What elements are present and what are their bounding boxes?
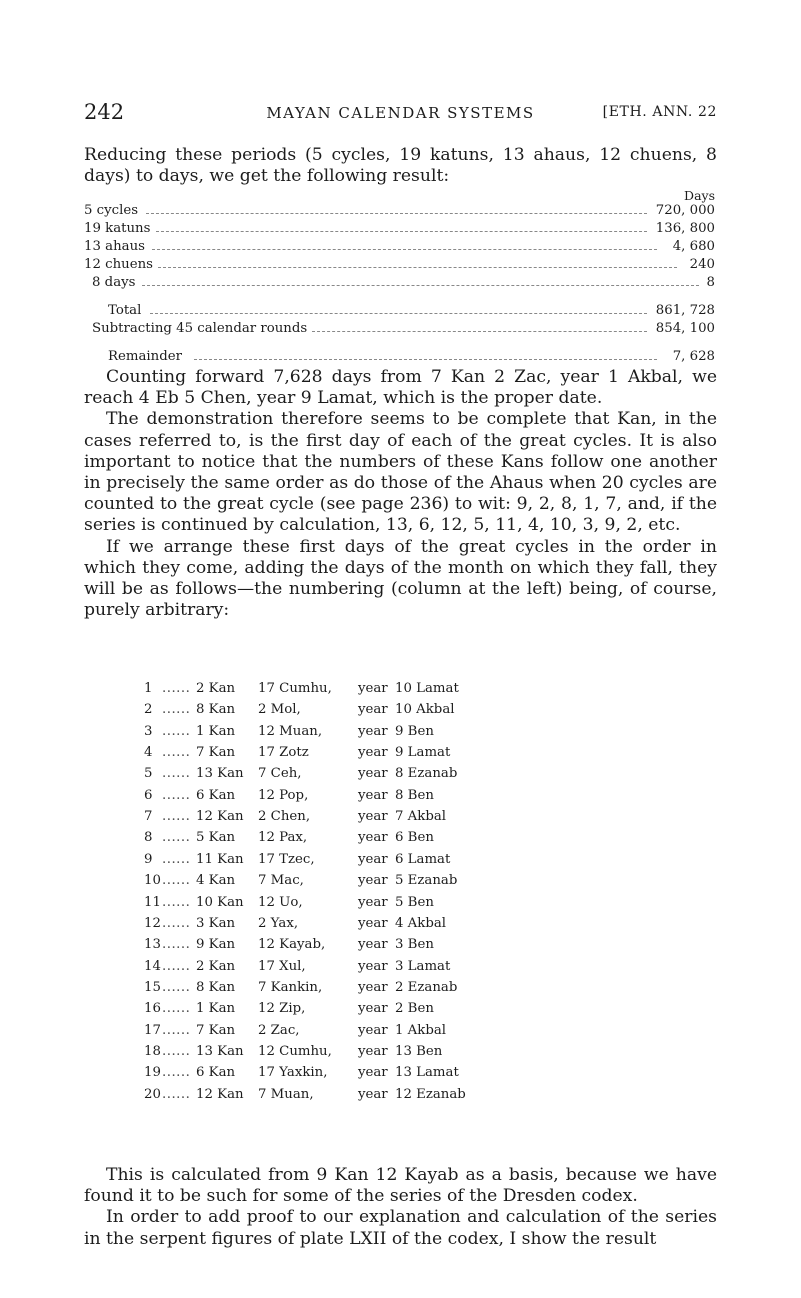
year-bearer: 8 Ezanab: [395, 766, 458, 782]
paragraph-basis: This is calculated from 9 Kan 12 Kayab as a basis, because we have found it to be such for some of the series of the Dresden codex.: [84, 1165, 717, 1207]
leader-dots: ......: [162, 745, 191, 761]
days-row-value: 240: [689, 257, 715, 272]
year-word: year: [358, 766, 388, 782]
year-bearer: 4 Akbal: [395, 915, 447, 931]
row-number: 19: [144, 1065, 161, 1081]
paragraph-arrangement: If we arrange these first days of the great cycles in the order in which they come, adding the days of the month on which they fall, they will be as follows—the numbering (column at the left) being, of course, purely arbitrary:: [84, 536, 717, 621]
row-number: 6: [144, 787, 153, 803]
closing-text: [84, 1165, 717, 1250]
remainder-row: [84, 348, 717, 366]
year-word: year: [358, 958, 388, 974]
row-number: 16: [144, 1001, 161, 1017]
year-word: year: [358, 681, 388, 696]
month-day: 12 Pop,: [258, 787, 309, 803]
year-word: year: [358, 873, 388, 889]
year-word: year: [358, 894, 388, 910]
subtract-value: 854, 100: [655, 321, 715, 336]
row-number: 10: [144, 873, 161, 889]
month-day: 17 Tzec,: [258, 851, 315, 867]
kan-day: 10 Kan: [196, 894, 244, 910]
month-day: 7 Ceh,: [258, 766, 302, 782]
year-bearer: 10 Akbal: [395, 702, 455, 718]
kan-day: 11 Kan: [196, 851, 244, 867]
leader-dots: [152, 238, 657, 250]
total-value: 861, 728: [655, 303, 715, 318]
row-number: 18: [144, 1043, 161, 1059]
kan-day: 3 Kan: [196, 915, 236, 931]
leader-dots: ......: [162, 1086, 191, 1102]
year-bearer: 13 Lamat: [395, 1065, 459, 1081]
days-row-value: 4, 680: [672, 239, 715, 254]
year-bearer: 13 Ben: [395, 1043, 443, 1059]
leader-dots: [194, 348, 657, 360]
days-row-value: 136, 800: [655, 221, 715, 236]
year-bearer: 2 Ezanab: [395, 979, 458, 995]
leader-dots: ......: [162, 809, 191, 825]
year-bearer: 6 Lamat: [395, 851, 451, 867]
year-bearer: 9 Lamat: [395, 745, 451, 761]
days-row: [84, 256, 717, 274]
total-row: [84, 302, 717, 320]
year-bearer: 1 Akbal: [395, 1022, 447, 1038]
days-row-label: 5 cycles: [84, 203, 139, 218]
month-day: 2 Chen,: [258, 809, 311, 825]
month-day: 12 Zip,: [258, 1001, 306, 1017]
leader-dots: [312, 320, 647, 332]
month-day: 12 Uo,: [258, 894, 303, 910]
month-day: 17 Xul,: [258, 958, 306, 974]
days-row-value: 720, 000: [655, 203, 715, 218]
total-label: Total: [108, 303, 142, 318]
kan-day: 7 Kan: [196, 1022, 236, 1038]
leader-dots: ......: [162, 702, 191, 718]
year-bearer: 5 Ben: [395, 894, 434, 910]
row-number: 11: [144, 894, 161, 910]
year-word: year: [358, 723, 388, 739]
paragraph-counting: Counting forward 7,628 days from 7 Kan 2 Zac, year 1 Akbal, we reach 4 Eb 5 Chen, year 9 Lamat, which is the proper date.: [84, 367, 717, 409]
kan-day: 2 Kan: [196, 958, 236, 974]
days-row: [84, 274, 717, 292]
paragraph-proof: In order to add proof to our explanation and calculation of the series in the serpent figures of plate LXII of the codex, I show the result: [84, 1207, 717, 1249]
year-bearer: 7 Akbal: [395, 809, 447, 825]
month-day: 12 Pax,: [258, 830, 308, 846]
leader-dots: [142, 274, 699, 286]
remainder-label: Remainder: [108, 349, 182, 364]
leader-dots: ......: [162, 851, 191, 867]
subtract-row: [84, 320, 717, 338]
days-row-value: 8: [706, 275, 715, 290]
year-bearer: 9 Ben: [395, 723, 434, 739]
leader-dots: ......: [162, 1001, 191, 1017]
leader-dots: [158, 256, 677, 268]
year-word: year: [358, 979, 388, 995]
year-bearer: 3 Ben: [395, 937, 434, 953]
year-bearer: 5 Ezanab: [395, 873, 458, 889]
subtract-label: Subtracting 45 calendar rounds: [92, 321, 308, 336]
kan-day: 2 Kan: [196, 681, 236, 696]
year-bearer: 8 Ben: [395, 787, 434, 803]
year-word: year: [358, 851, 388, 867]
days-row: [84, 220, 717, 238]
row-number: 17: [144, 1022, 161, 1038]
row-number: 14: [144, 958, 161, 974]
row-number: 15: [144, 979, 161, 995]
kan-day: 5 Kan: [196, 830, 236, 846]
remainder-value: 7, 628: [672, 349, 715, 364]
days-row-label: 13 ahaus: [84, 239, 145, 254]
row-number: 20: [144, 1086, 161, 1102]
row-number: 7: [144, 809, 153, 825]
kan-day: 7 Kan: [196, 745, 236, 761]
month-day: 17 Zotz: [258, 745, 309, 761]
leader-dots: ......: [162, 937, 191, 953]
leader-dots: ......: [162, 958, 191, 974]
paragraph-demonstration: The demonstration therefore seems to be complete that Kan, in the cases referred to, is the first day of each of the great cycles. It is also important to notice that the numbers of these Kans follow one another in precisely the same order as do those of the Ahaus when 20 cycles are counted to the great cycle (see page 236) to wit: 9, 2, 8, 1, 7, and, if the series is continued by calculation, 13, 6, 12, 5, 11, 4, 10, 3, 9, 2, etc.: [84, 409, 717, 536]
kan-day: 12 Kan: [196, 1086, 244, 1102]
row-number: 8: [144, 830, 153, 846]
row-number: 2: [144, 702, 153, 718]
year-bearer: 2 Ben: [395, 1001, 434, 1017]
year-word: year: [358, 702, 388, 718]
year-word: year: [358, 809, 388, 825]
leader-dots: ......: [162, 979, 191, 995]
month-day: 17 Cumhu,: [258, 681, 332, 696]
year-word: year: [358, 787, 388, 803]
kan-day: 8 Kan: [196, 979, 236, 995]
kan-day: 1 Kan: [196, 723, 236, 739]
year-word: year: [358, 937, 388, 953]
leader-dots: ......: [162, 787, 191, 803]
kan-day: 12 Kan: [196, 809, 244, 825]
leader-dots: ......: [162, 1065, 191, 1081]
leader-dots: ......: [162, 1022, 191, 1038]
days-row-label: 12 chuens: [84, 257, 153, 272]
year-bearer: 6 Ben: [395, 830, 434, 846]
year-word: year: [358, 745, 388, 761]
month-day: 7 Kankin,: [258, 979, 323, 995]
leader-dots: ......: [162, 873, 191, 889]
row-number: 12: [144, 915, 161, 931]
row-number: 1: [144, 681, 153, 696]
leader-dots: ......: [162, 723, 191, 739]
volume-reference: [ETH. ANN. 22: [602, 104, 717, 120]
year-word: year: [358, 1001, 388, 1017]
leader-dots: ......: [162, 915, 191, 931]
month-day: 7 Muan,: [258, 1086, 314, 1102]
row-number: 3: [144, 723, 153, 739]
kan-day: 13 Kan: [196, 1043, 244, 1059]
year-word: year: [358, 1065, 388, 1081]
year-word: year: [358, 1022, 388, 1038]
leader-dots: ......: [162, 681, 191, 696]
row-number: 5: [144, 766, 153, 782]
month-day: 12 Cumhu,: [258, 1043, 332, 1059]
leader-dots: ......: [162, 1043, 191, 1059]
year-bearer: 12 Ezanab: [395, 1086, 466, 1102]
leader-dots: [150, 302, 647, 314]
year-word: year: [358, 830, 388, 846]
month-day: 17 Yaxkin,: [258, 1065, 328, 1081]
kan-day: 6 Kan: [196, 787, 236, 803]
running-title: MAYAN CALENDAR SYSTEMS: [266, 104, 535, 122]
leader-dots: [146, 202, 647, 214]
leader-dots: ......: [162, 894, 191, 910]
leader-dots: [156, 220, 647, 232]
kan-day: 9 Kan: [196, 937, 236, 953]
month-day: 12 Muan,: [258, 723, 323, 739]
kan-day: 8 Kan: [196, 702, 236, 718]
days-column-header: Days: [684, 188, 715, 203]
intro-text: Reducing these periods (5 cycles, 19 katuns, 13 ahaus, 12 chuens, 8 days) to days, we get the following result:: [84, 145, 717, 187]
year-word: year: [358, 1043, 388, 1059]
days-row: [84, 202, 717, 220]
page-number: 242: [84, 100, 125, 124]
kan-day: 4 Kan: [196, 873, 236, 889]
leader-dots: ......: [162, 830, 191, 846]
year-word: year: [358, 915, 388, 931]
month-day: 2 Yax,: [258, 915, 299, 931]
year-bearer: 10 Lamat: [395, 681, 459, 696]
days-row-label: 8 days: [92, 275, 136, 290]
kan-day: 1 Kan: [196, 1001, 236, 1017]
year-word: year: [358, 1086, 388, 1102]
days-row-label: 19 katuns: [84, 221, 151, 236]
kan-day: 13 Kan: [196, 766, 244, 782]
month-day: 7 Mac,: [258, 873, 304, 889]
running-header: [84, 100, 717, 132]
intro-paragraph: [84, 145, 717, 187]
body-text: [84, 367, 717, 621]
leader-dots: ......: [162, 766, 191, 782]
month-day: 2 Mol,: [258, 702, 301, 718]
month-day: 2 Zac,: [258, 1022, 300, 1038]
row-number: 13: [144, 937, 161, 953]
row-number: 4: [144, 745, 153, 761]
kan-day: 6 Kan: [196, 1065, 236, 1081]
year-bearer: 3 Lamat: [395, 958, 451, 974]
days-row: [84, 238, 717, 256]
month-day: 12 Kayab,: [258, 937, 326, 953]
row-number: 9: [144, 851, 153, 867]
